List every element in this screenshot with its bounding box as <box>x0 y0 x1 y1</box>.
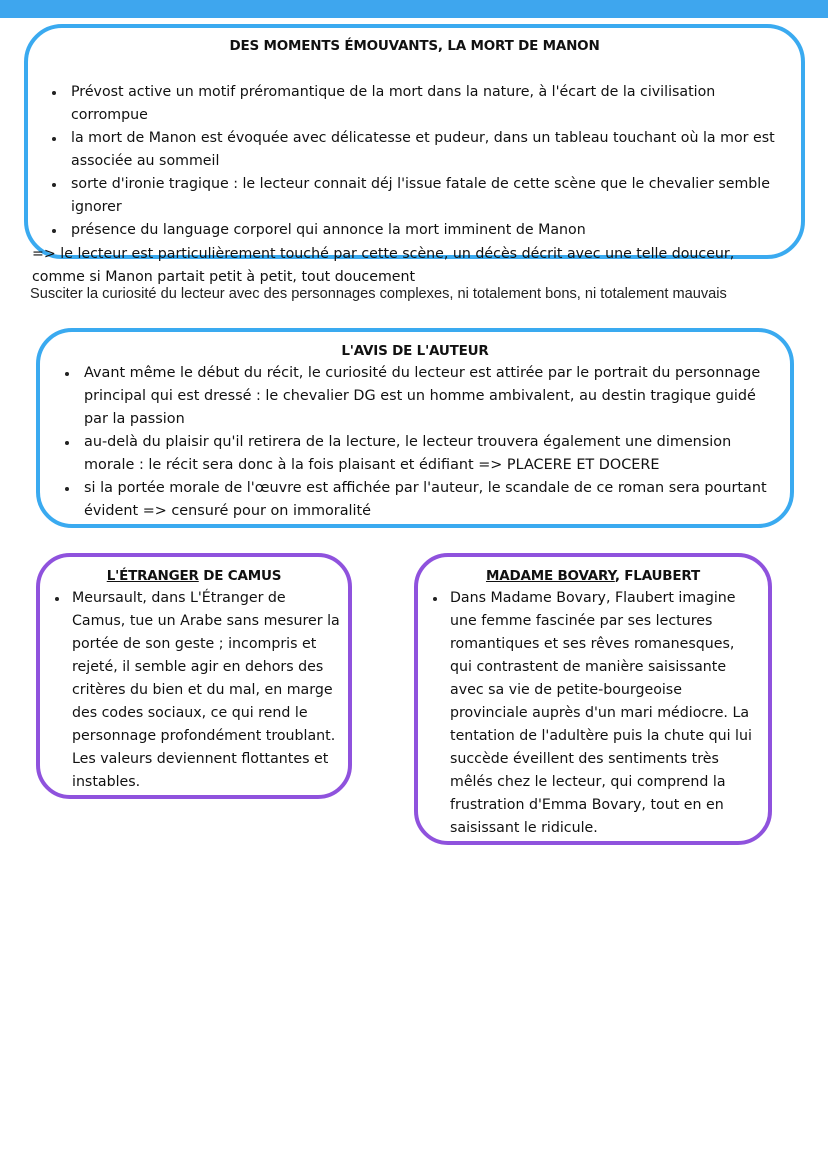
list-item: au-delà du plaisir qu'il retirera de la lecture, le lecteur trouvera également une dimension morale : le récit sera donc à la fois plaisant et édifiant => PLACERE ET DOCERE <box>56 431 778 477</box>
list-item: Prévost active un motif préromantique de la mort dans la nature, à l'écart de la civilisation corrompue <box>43 81 781 127</box>
list-item: sorte d'ironie tragique : le lecteur connait déj l'issue fatale de cette scène que le chevalier semble ignorer <box>43 173 781 219</box>
conclusion-text: => le lecteur est particulièrement touché par cette scène, un décès décrit avec une telle douceur, comme si Manon partait petit à petit, tout doucement <box>32 246 735 285</box>
card-title-underlined: L'ÉTRANGER <box>106 568 199 584</box>
card-title <box>40 567 348 585</box>
card-title: L'AVIS DE L'AUTEUR <box>341 343 489 359</box>
list-item: présence du language corporel qui annonce la mort imminent de Manon <box>43 219 781 242</box>
list-item: Dans Madame Bovary, Flaubert imagine une femme fascinée par ses lectures romantiques et ses rêves romanesques, qui contrastent de manière saisissante avec sa vie de petite-bourgeoise provinciale auprès d'un mari médiocre. La tentation de l'adultère puis la chute qui lui succède éveillent des sentiments très mêlés chez le lecteur, qui comprend la frustration d'Emma Bovary, tout en en saisissant le ridicule. <box>424 587 760 840</box>
bullet-list <box>46 587 340 794</box>
bullet-list <box>56 362 778 523</box>
card-title-rest: , FLAUBERT <box>614 568 701 584</box>
bullet-list <box>424 587 760 840</box>
card-mort-de-manon <box>24 24 805 285</box>
list-item: la mort de Manon est évoquée avec délicatesse et pudeur, dans un tableau touchant où la mor est associée au sommeil <box>43 127 781 173</box>
card-title: DES MOMENTS ÉMOUVANTS, LA MORT DE MANON <box>229 38 600 54</box>
bullet-list <box>43 81 781 242</box>
card-madame-bovary <box>414 553 772 845</box>
card-title <box>418 567 768 585</box>
card-avis-de-l-auteur <box>36 328 794 528</box>
card-etranger-camus <box>36 553 352 799</box>
list-item: Avant même le début du récit, le curiosité du lecteur est attirée par le portrait du personnage principal qui est dressé : le chevalier DG est un homme ambivalent, au destin tragique guidé par la passion <box>56 362 778 431</box>
list-item: Meursault, dans L'Étranger de Camus, tue un Arabe sans mesurer la portée de son geste ; incompris et rejeté, il semble agir en dehors des critères du bien et du mal, en marge des codes sociaux, ce qui rend le personnage profondément troublant. Les valeurs deviennent flottantes et instables. <box>46 587 340 794</box>
card-title-underlined: MADAME BOVARY <box>485 568 615 584</box>
top-color-band <box>0 0 828 18</box>
card-title-rest: DE CAMUS <box>198 568 282 584</box>
section-heading-line: Susciter la curiosité du lecteur avec des personnages complexes, ni totalement bons, ni totalement mauvais <box>30 286 727 302</box>
list-item: si la portée morale de l'œuvre est affichée par l'auteur, le scandale de ce roman sera pourtant évident => censuré pour on immoralité <box>56 477 778 523</box>
